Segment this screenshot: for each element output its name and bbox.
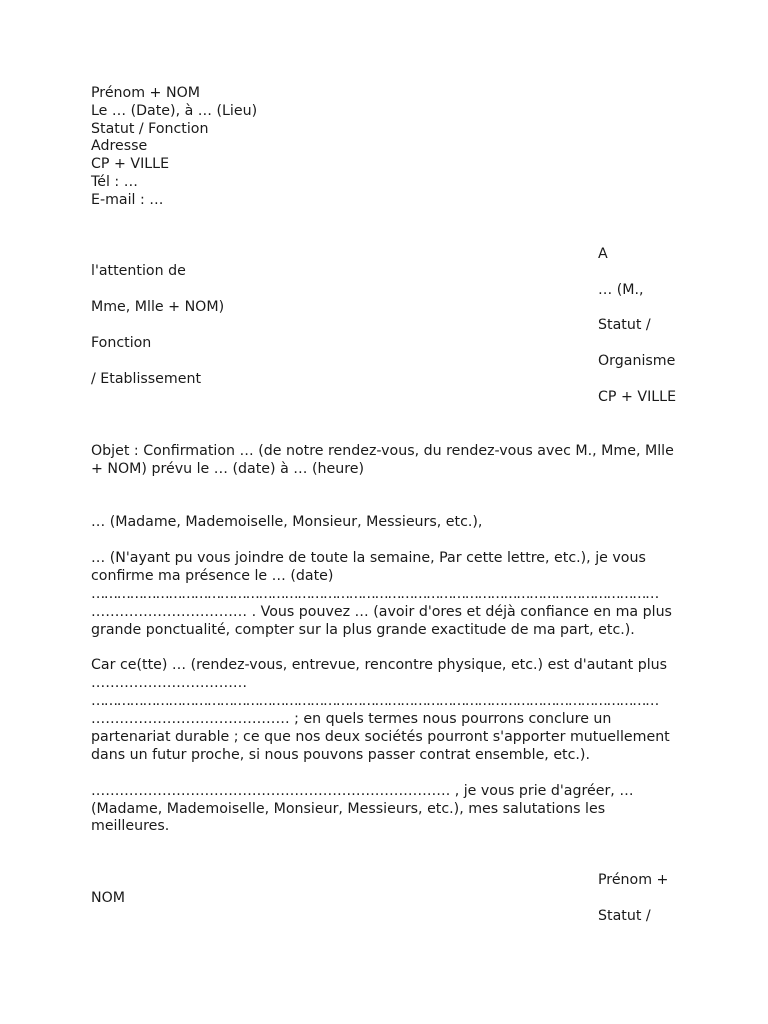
recipient-line: Statut /: [598, 317, 651, 333]
signature-line: Prénom +: [598, 872, 669, 888]
recipient-line: … (M.,: [598, 282, 644, 298]
paragraph-line: confirme ma présence le … (date): [91, 568, 334, 584]
paragraph-line: dans un futur proche, si nous pouvons passer contrat ensemble, etc.).: [91, 747, 590, 763]
sender-phone: Tél : …: [91, 174, 138, 190]
recipient-line: Organisme: [598, 353, 676, 369]
sender-status: Statut / Fonction: [91, 121, 209, 137]
paragraph-line: Car ce(tte) … (rendez-vous, entrevue, rencontre physique, etc.) est d'autant plus: [91, 657, 668, 673]
recipient-line: A: [598, 246, 608, 262]
salutation: … (Madame, Mademoiselle, Monsieur, Messieurs, etc.),: [91, 514, 483, 530]
dotted-line: ……………………………: [91, 675, 248, 691]
subject-line: Objet : Confirmation … (de notre rendez-vous, du rendez-vous avec M., Mme, Mlle: [91, 443, 674, 459]
sender-name: Prénom + NOM: [91, 85, 200, 101]
signature-line: NOM: [91, 890, 126, 906]
paragraph-line: … (N'ayant pu vous joindre de toute la semaine, Par cette lettre, etc.), je vous: [91, 550, 646, 566]
closing-line: (Madame, Mademoiselle, Monsieur, Messieurs, etc.), mes salutations les: [91, 801, 606, 817]
recipient-line: l'attention de: [91, 263, 186, 279]
sender-city: CP + VILLE: [91, 156, 170, 172]
signature-line: Statut /: [598, 908, 651, 924]
recipient-line: Fonction: [91, 335, 152, 351]
dotted-line: ……………………………………………………………………………………………………………………: [91, 693, 659, 709]
recipient-line: / Etablissement: [91, 371, 202, 387]
closing-line: meilleures.: [91, 818, 170, 834]
sender-address: Adresse: [91, 138, 148, 154]
subject-line: + NOM) prévu le … (date) à … (heure): [91, 461, 364, 477]
paragraph-line: …………………………… . Vous pouvez … (avoir d'ores et déjà confiance en ma plus: [91, 604, 672, 620]
recipient-line: CP + VILLE: [598, 389, 677, 405]
sender-date-place: Le … (Date), à … (Lieu): [91, 103, 258, 119]
closing-line: …………………………………………………………………. , je vous prie d'agréer, …: [91, 783, 634, 799]
paragraph-line: …………………………………… ; en quels termes nous pourrons conclure un: [91, 711, 612, 727]
dotted-line: ……………………………………………………………………………………………………………………: [91, 586, 659, 602]
paragraph-line: grande ponctualité, compter sur la plus grande exactitude de ma part, etc.).: [91, 622, 635, 638]
paragraph-line: partenariat durable ; ce que nos deux sociétés pourront s'apporter mutuellement: [91, 729, 670, 745]
sender-email: E-mail : …: [91, 192, 164, 208]
recipient-line: Mme, Mlle + NOM): [91, 299, 225, 315]
